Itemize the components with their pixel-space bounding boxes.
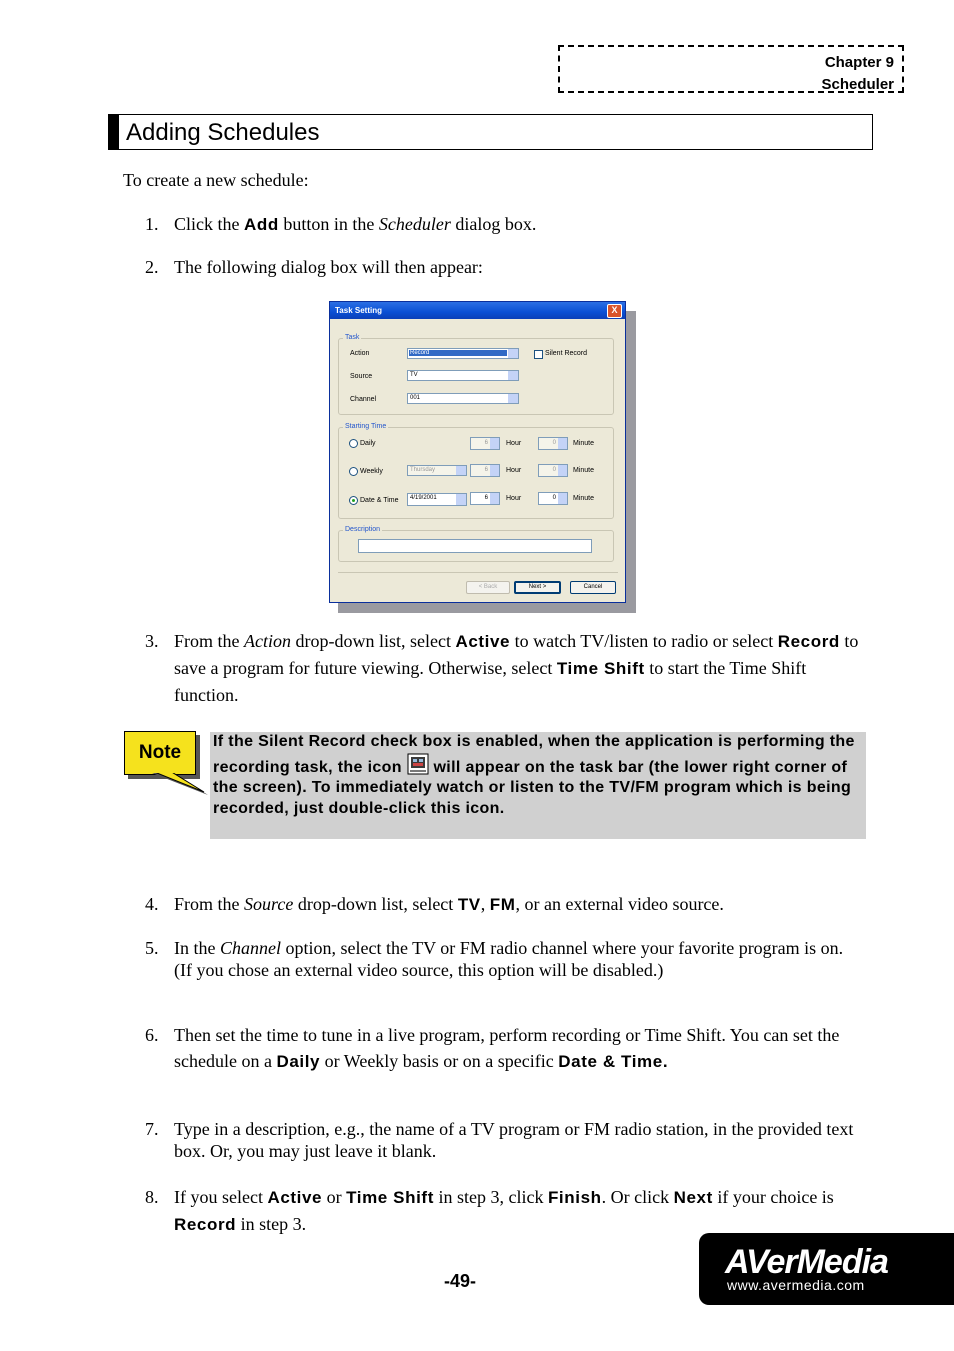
step-5 bbox=[145, 937, 865, 981]
chevron-down-icon bbox=[508, 371, 518, 380]
description-input[interactable] bbox=[358, 539, 592, 553]
action-label: Action bbox=[350, 350, 370, 357]
note-pointer bbox=[152, 773, 212, 797]
silent-record-checkbox[interactable] bbox=[534, 350, 543, 359]
page-number: -49- bbox=[444, 1271, 477, 1291]
dialog-title: Task Setting bbox=[335, 306, 382, 315]
channel-label: Channel bbox=[350, 396, 377, 403]
step-number: 4. bbox=[145, 894, 159, 914]
source-label: Source bbox=[350, 373, 373, 380]
starting-time-label: Starting Time bbox=[345, 423, 387, 430]
daily-radio[interactable] bbox=[349, 439, 358, 448]
weekly-day-value: Thursday bbox=[410, 467, 436, 473]
weekly-day-combo[interactable] bbox=[407, 465, 467, 476]
weekly-minute-spin[interactable]: 0 bbox=[538, 464, 568, 477]
step-number: 3. bbox=[145, 631, 159, 651]
chevron-down-icon bbox=[508, 394, 518, 403]
description-label: Description bbox=[345, 526, 381, 533]
weekly-label: Weekly bbox=[360, 468, 383, 475]
logo-brand: AVerMedia bbox=[725, 1243, 888, 1281]
dt-minute-spin[interactable]: 0 bbox=[538, 492, 568, 505]
step-2 bbox=[145, 257, 865, 278]
weekly-hour-spin[interactable]: 6 bbox=[470, 464, 500, 477]
step-8 bbox=[145, 1184, 865, 1238]
note-text-part: will appear on the task bar (the lower right corner of the screen). To immediately watch or listen to the TV/FM program which is being recorded, just double-click this icon. bbox=[213, 758, 852, 817]
minute-label: Minute bbox=[573, 440, 595, 447]
date-time-label: Date & Time bbox=[360, 497, 399, 504]
step-number: 8. bbox=[145, 1187, 159, 1207]
close-button[interactable]: X bbox=[607, 304, 622, 318]
dt-hour-spin[interactable]: 6 bbox=[470, 492, 500, 505]
action-value: Record bbox=[409, 350, 507, 356]
date-combo[interactable] bbox=[407, 493, 467, 506]
step-6 bbox=[145, 1022, 865, 1075]
action-combo[interactable] bbox=[407, 348, 519, 359]
logo-url: www.avermedia.com bbox=[727, 1277, 865, 1293]
step-number: 7. bbox=[145, 1119, 159, 1139]
step-body: Then set the time to tune in a live program, perform recording or Time Shift. You can set the schedule on a Daily or Weekly basis or on a specific Date & Time. bbox=[174, 1025, 840, 1071]
chevron-down-icon bbox=[456, 494, 466, 505]
step-number: 5. bbox=[145, 938, 159, 958]
step-4 bbox=[145, 894, 865, 915]
back-button[interactable]: < Back bbox=[466, 581, 510, 594]
chapter-header bbox=[558, 45, 904, 93]
next-button[interactable]: Next > bbox=[514, 581, 561, 594]
dialog-separator bbox=[338, 572, 618, 573]
record-task-icon bbox=[407, 753, 429, 775]
step-3 bbox=[145, 628, 865, 709]
minute-label: Minute bbox=[573, 467, 595, 474]
step-body: The following dialog box will then appear: bbox=[174, 257, 483, 277]
dialog-titlebar bbox=[330, 302, 625, 319]
chapter-number: Chapter 9 bbox=[824, 54, 894, 71]
source-combo[interactable] bbox=[407, 370, 519, 381]
step-body: In the Channel option, select the TV or FM radio channel where your favorite program is on. (If you chose an external video source, this option will be disabled.) bbox=[174, 938, 844, 980]
note-label: Note bbox=[124, 731, 196, 775]
chevron-down-icon bbox=[508, 349, 518, 358]
chevron-down-icon bbox=[456, 466, 466, 475]
hour-label: Hour bbox=[506, 495, 522, 502]
step-body: From the Source drop-down list, select TV, FM, or an external video source. bbox=[174, 894, 724, 914]
step-body: Click the Add button in the Scheduler dialog box. bbox=[174, 214, 537, 234]
step-body: Type in a description, e.g., the name of a TV program or FM radio station, in the provided text box. Or, you may just leave it blank. bbox=[174, 1119, 854, 1161]
step-body: If you select Active or Time Shift in step 3, click Finish. Or click Next if your choice is Record in step 3. bbox=[174, 1187, 834, 1234]
hour-label: Hour bbox=[506, 467, 522, 474]
date-value: 4/19/2001 bbox=[410, 495, 437, 501]
page-title: Adding Schedules bbox=[126, 119, 320, 146]
task-group-label: Task bbox=[345, 334, 360, 341]
step-number: 2. bbox=[145, 257, 159, 277]
silent-record-label: Silent Record bbox=[545, 350, 588, 357]
step-body: From the Action drop-down list, select Active to watch TV/listen to radio or select Record to save a program for future viewing. Otherwise, select Time Shift to start the Time Shift function. bbox=[174, 631, 859, 705]
step-number: 1. bbox=[145, 214, 159, 234]
cancel-button[interactable]: Cancel bbox=[570, 581, 616, 594]
daily-minute-spin[interactable]: 0 bbox=[538, 437, 568, 450]
section-title-box bbox=[108, 114, 873, 150]
note-text-part: If the Silent Record check box is enabled, when the application is performing the recording task, the icon bbox=[213, 733, 855, 776]
channel-combo[interactable] bbox=[407, 393, 519, 404]
avermedia-logo bbox=[699, 1233, 954, 1305]
weekly-radio[interactable] bbox=[349, 467, 358, 476]
chapter-title: Scheduler bbox=[821, 76, 894, 93]
step-number: 6. bbox=[145, 1025, 159, 1045]
step-1 bbox=[145, 214, 865, 235]
daily-hour-spin[interactable]: 6 bbox=[470, 437, 500, 450]
date-time-radio[interactable] bbox=[349, 496, 358, 505]
task-setting-dialog bbox=[329, 301, 626, 603]
daily-label: Daily bbox=[360, 440, 376, 447]
source-value: TV bbox=[410, 372, 418, 378]
intro-text: To create a new schedule: bbox=[123, 170, 309, 190]
minute-label: Minute bbox=[573, 495, 595, 502]
title-bar bbox=[109, 115, 119, 149]
note-badge bbox=[124, 731, 197, 776]
note-text bbox=[210, 732, 866, 839]
step-7 bbox=[145, 1118, 865, 1162]
channel-value: 001 bbox=[410, 395, 421, 401]
hour-label: Hour bbox=[506, 440, 522, 447]
